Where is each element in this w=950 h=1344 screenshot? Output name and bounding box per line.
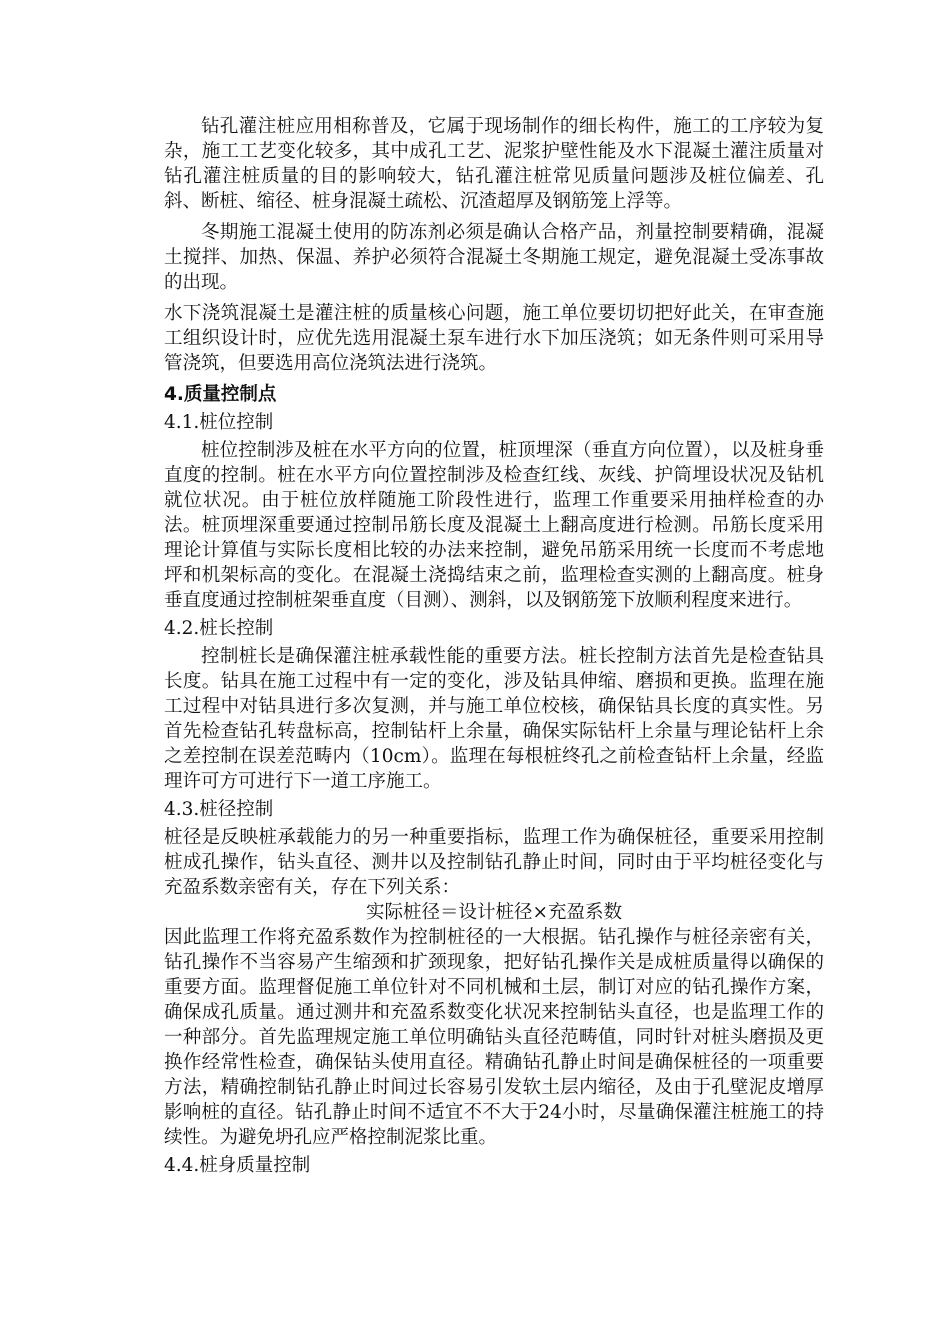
formula-actual-diameter: 实际桩径＝设计桩径×充盈系数 xyxy=(365,902,622,923)
section-heading-quality-control: 4.质量控制点 xyxy=(164,384,277,405)
subheading-pile-length: 4.2.桩长控制 xyxy=(164,618,274,639)
subheading-pile-position: 4.1.桩位控制 xyxy=(164,412,274,433)
paragraph-bored-pile-overview: 钻孔灌注桩应用相称普及，它属于现场制作的细长构件，施工的工序较为复杂，施工工艺变化较多，其中成孔工艺、泥浆护壁性能及水下混凝土灌注质量对钻孔灌注桩质量的目的影响较大，钻孔灌注桩常见质量问题涉及桩位偏差、孔斜、断桩、缩径、桩身混凝土疏松、沉渣超厚及钢筋笼上浮等。 xyxy=(164,116,824,212)
paragraph-underwater-pouring: 水下浇筑混凝土是灌注桩的质量核心问题，施工单位要切切把好此关，在审查施工组织设计时，应优先选用混凝土泵车进行水下加压浇筑；如无条件则可采用导管浇筑，但要选用高位浇筑法进行浇筑。 xyxy=(164,303,824,374)
paragraph-pile-diameter: 桩径是反映桩承载能力的另一种重要指标，监理工作为确保桩径，重要采用控制桩成孔操作，钻头直径、测井以及控制钻孔静止时间，同时由于平均桩径变化与充盈系数亲密有关，存在下列关系： xyxy=(164,827,824,898)
paragraph-pile-length: 控制桩长是确保灌注桩承载性能的重要方法。桩长控制方法首先是检查钻具长度。钻具在施工过程中有一定的变化，涉及钻具伸缩、磨损和更换。监理在施工过程中对钻具进行多次复测，并与施工单位校核，确保钻具长度的真实性。另首先检查钻孔转盘标高，控制钻杆上余量，确保实际钻杆上余量与理论钻杆上余之差控制在误差范畴内（10cm）。监理在每根桩终孔之前检查钻杆上余量，经监理许可方可进行下一道工序施工。 xyxy=(164,646,824,792)
subheading-pile-diameter: 4.3.桩径控制 xyxy=(164,799,274,820)
paragraph-winter-construction: 冬期施工混凝土使用的防冻剂必须是确认合格产品，剂量控制要精确，混凝土搅拌、加热、保温、养护必须符合混凝土冬期施工规定，避免混凝土受冻事故的出现。 xyxy=(164,222,824,293)
paragraph-fill-coefficient: 因此监理工作将充盈系数作为控制桩径的一大根据。钻孔操作与桩径亲密有关，钻孔操作不当容易产生缩颈和扩颈现象，把好钻孔操作关是成桩质量得以确保的重要方面。监理督促施工单位针对不同机械和土层，制订对应的钻孔操作方案，确保成孔质量。通过测井和充盈系数变化状况来控制钻头直径，也是监理工作的一种部分。首先监理规定施工单位明确钻头直径范畴值，同时针对桩头磨损及更换作经常性检查，确保钻头使用直径。精确钻孔静止时间是确保桩径的一项重要方法，精确控制钻孔静止时间过长容易引发软土层内缩径，及由于孔壁泥皮增厚影响桩的直径。钻孔静止时间不适宜不不大于24小时，尽量确保灌注桩施工的持续性。为避免坍孔应严格控制泥浆比重。 xyxy=(164,927,824,1148)
document-page xyxy=(164,114,824,1178)
subheading-pile-body-quality: 4.4.桩身质量控制 xyxy=(164,1155,311,1176)
paragraph-pile-position: 桩位控制涉及桩在水平方向的位置，桩顶埋深（垂直方向位置），以及桩身垂直度的控制。桩在水平方向位置控制涉及检查红线、灰线、护筒埋设状况及钻机就位状况。由于桩位放样随施工阶段性进行，监理工作重要采用抽样检查的办法。桩顶埋深重要通过控制吊筋长度及混凝土上翻高度进行检测。吊筋长度采用理论计算值与实际长度相比较的办法来控制，避免吊筋采用统一长度而不考虑地坪和机架标高的变化。在混凝土浇捣结束之前，监理检查实测的上翻高度。桩身垂直度通过控制桩架垂直度（目测）、测斜，以及钢筋笼下放顺利程度来进行。 xyxy=(164,440,824,611)
